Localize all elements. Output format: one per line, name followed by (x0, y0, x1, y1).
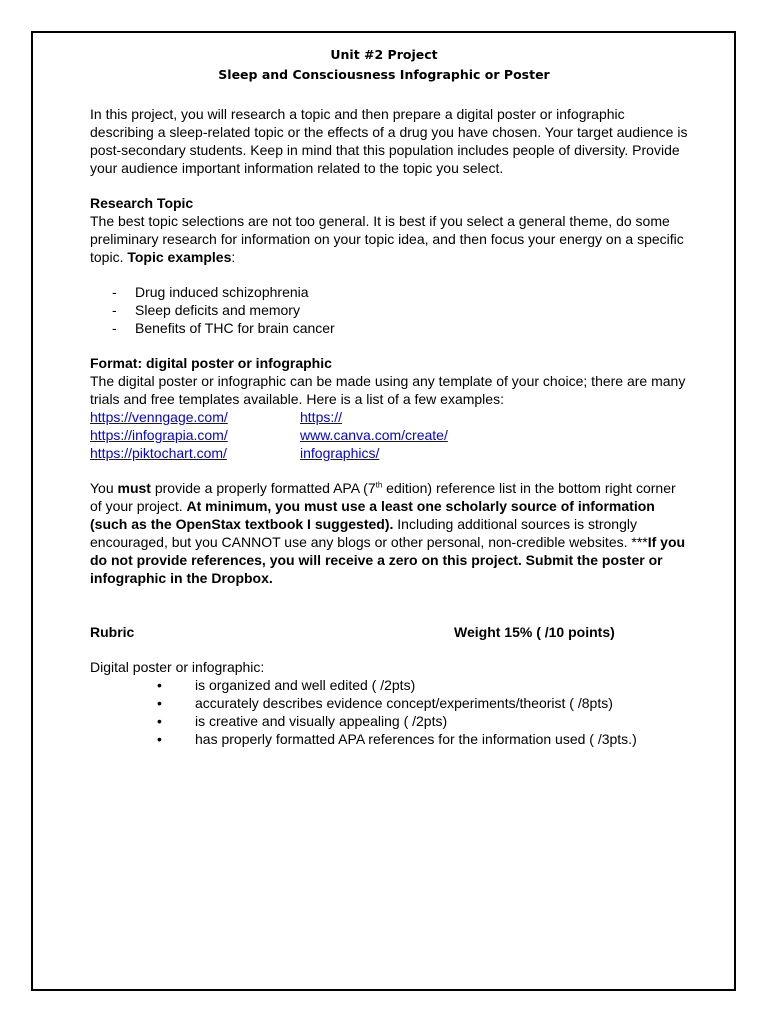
research-body: The best topic selections are not too general. It is best if you select a general theme, do some preliminary research for information on your topic idea, and then focus your energy on a specific topic. (90, 213, 684, 265)
ref-text-3: edition) reference list in the bottom right corner of your project. (90, 480, 676, 514)
template-links (90, 408, 690, 462)
link-canva-part2[interactable]: www.canva.com/create/ (300, 427, 448, 443)
research-section (90, 194, 690, 337)
rubric-list (90, 676, 690, 748)
list-item: • has properly formatted APA references for the information used ( /3pts.) (90, 730, 690, 748)
list-item: - Drug induced schizophrenia (90, 283, 690, 301)
research-heading: Research Topic (90, 195, 194, 211)
link-infograpia[interactable]: https://infograpia.com/ (90, 427, 228, 443)
topic-examples-label: Topic examples (127, 249, 232, 265)
ref-bold-minimum: At minimum, you must use a least one scholarly source of information (such as the OpenStax textbook I suggested). (90, 498, 655, 532)
title-block (90, 45, 678, 85)
link-canva-part1[interactable]: https:// (300, 409, 343, 425)
ref-bold-must: must (117, 480, 151, 496)
document-subtitle: Sleep and Consciousness Infographic or Poster (218, 67, 550, 82)
intro-paragraph: In this project, you will research a topic and then prepare a digital poster or infographic describing a sleep-related topic or the effects of a drug you have chosen. Your target audience is post-secondary students. Keep in mind that this population includes people of diversity. Provide your audience important information related to the topic you select. (90, 106, 688, 176)
list-item: • is organized and well edited ( /2pts) (90, 676, 690, 694)
list-item: - Benefits of THC for brain cancer (90, 319, 690, 337)
list-item: • is creative and visually appealing ( /2pts) (90, 712, 690, 730)
list-item: - Sleep deficits and memory (90, 301, 690, 319)
ref-text-2: provide a properly formatted APA (7 (150, 480, 376, 496)
ref-superscript: th (375, 480, 383, 490)
link-venngage[interactable]: https://venngage.com/ (90, 409, 228, 425)
rubric-weight: Weight 15% ( /10 points) (454, 624, 615, 640)
format-text: The digital poster or infographic can be made using any template of your choice; there are many trials and free templates available. Here is a list of a few examples: (90, 373, 686, 407)
link-piktochart[interactable]: https://piktochart.com/ (90, 445, 227, 461)
ref-text-1: You (90, 480, 118, 496)
references-paragraph (90, 479, 690, 587)
ref-bold-warning: If you do not provide references, you will receive a zero on this project. Submit the poster or infographic in the Dropbox. (90, 534, 686, 586)
document-body (90, 45, 690, 748)
link-canva-part3[interactable]: infographics/ (300, 445, 380, 461)
topic-examples-colon: : (231, 249, 236, 265)
topic-examples-list (90, 283, 690, 337)
ref-text-4: Including additional sources is strongly encouraged, but you CANNOT use any blogs or other personal, non-credible websites. *** (90, 516, 648, 550)
format-section (90, 354, 690, 462)
research-text (90, 212, 690, 266)
format-heading: Format: digital poster or infographic (90, 355, 332, 371)
rubric-header (90, 623, 690, 641)
rubric-intro: Digital poster or infographic: (90, 659, 265, 675)
document-title: Unit #2 Project (330, 47, 438, 62)
list-item: • accurately describes evidence concept/experiments/theorist ( /8pts) (90, 694, 690, 712)
rubric-heading: Rubric (90, 624, 135, 640)
